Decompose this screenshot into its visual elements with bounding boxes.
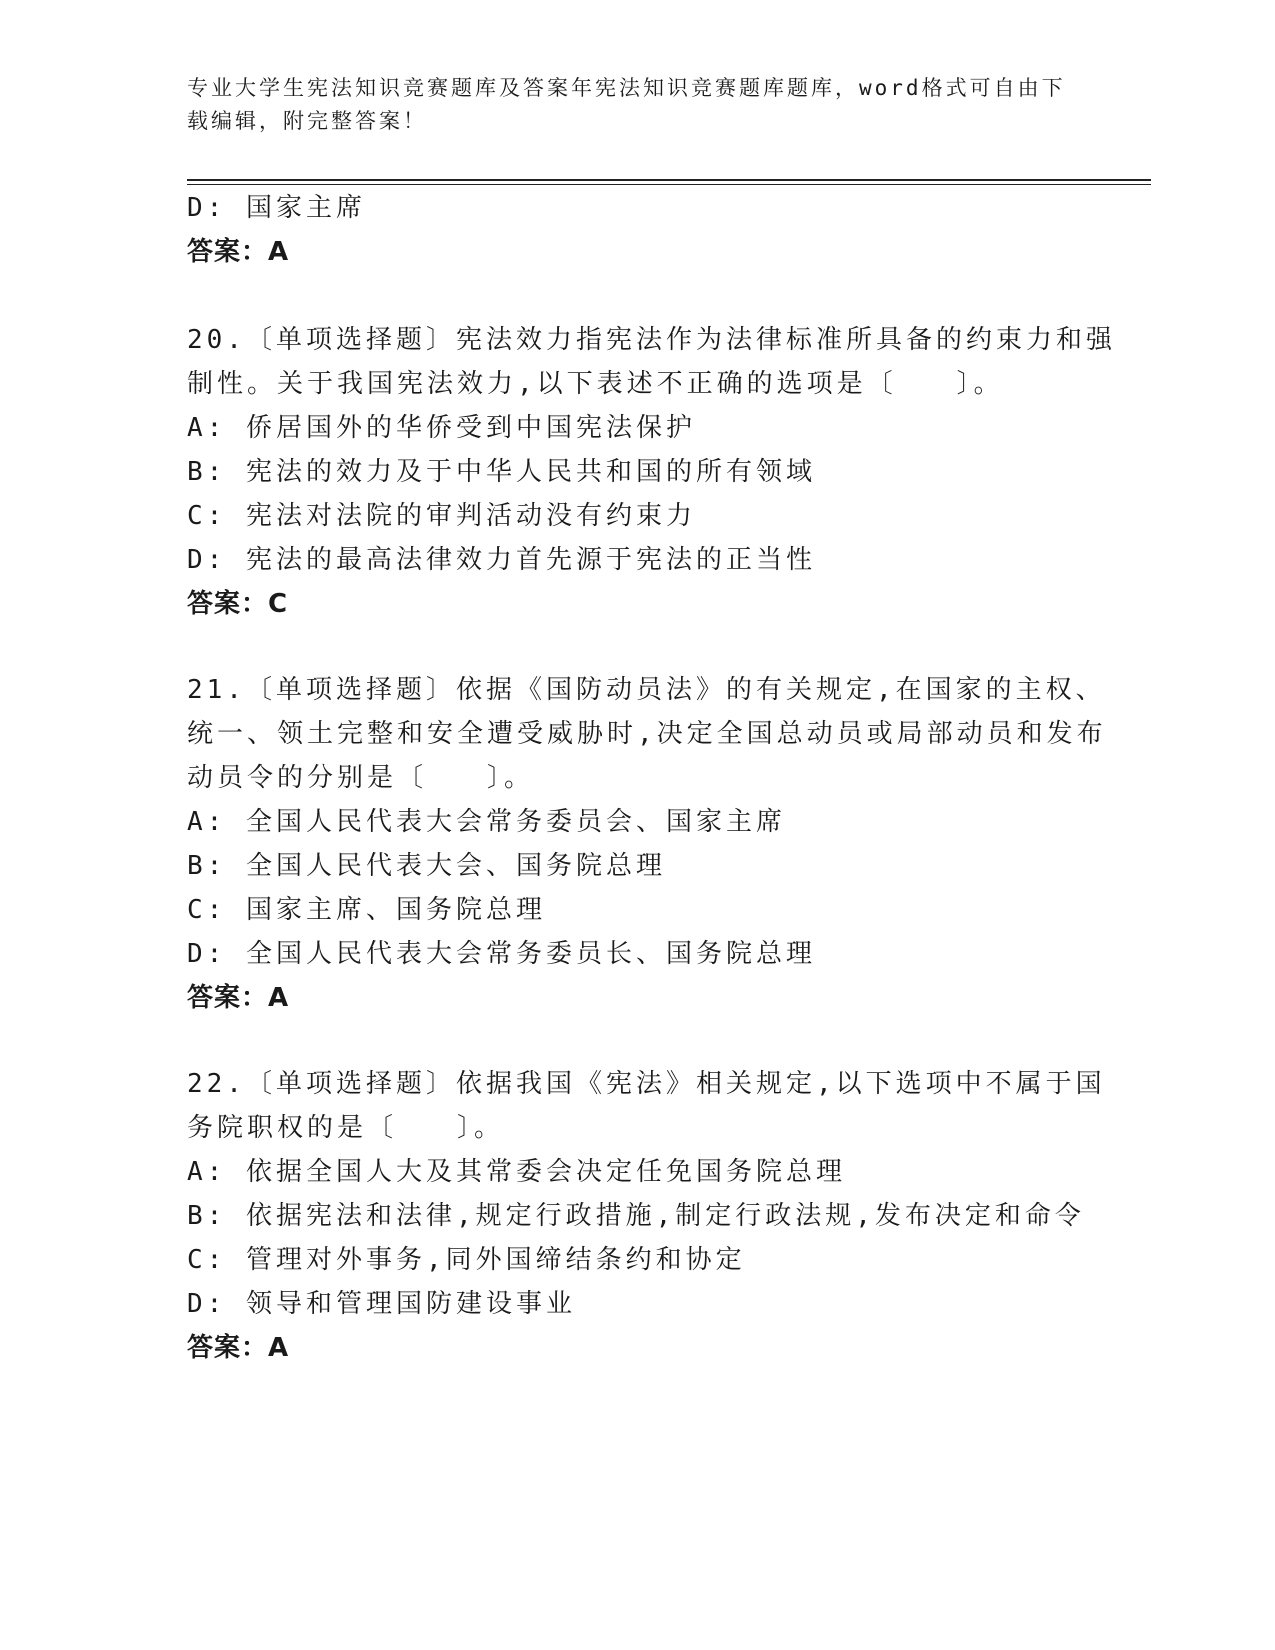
q21-stem-line-1: 21.〔单项选择题〕依据《国防动员法》的有关规定,在国家的主权、 xyxy=(187,675,1106,705)
q22-option-c: C: 管理对外事务,同外国缔结条约和协定 xyxy=(187,1245,746,1275)
q20-option-b: B: 宪法的效力及于中华人民共和国的所有领域 xyxy=(187,457,816,487)
q21-option-c: C: 国家主席、国务院总理 xyxy=(187,895,546,925)
q21-stem-line-2: 统一、领土完整和安全遭受威胁时,决定全国总动员或局部动员和发布 xyxy=(187,719,1107,749)
q22-option-a: A: 依据全国人大及其常委会决定任免国务院总理 xyxy=(187,1157,846,1187)
q20-option-d: D: 宪法的最高法律效力首先源于宪法的正当性 xyxy=(187,545,816,575)
prev-answer: 答案：A xyxy=(187,237,290,267)
q22-stem-line-1: 22.〔单项选择题〕依据我国《宪法》相关规定,以下选项中不属于国 xyxy=(187,1069,1106,1099)
q20-answer: 答案：C xyxy=(187,589,289,619)
q20-option-a: A: 侨居国外的华侨受到中国宪法保护 xyxy=(187,413,696,443)
q20-stem-line-2: 制性。关于我国宪法效力,以下表述不正确的选项是〔 〕。 xyxy=(187,369,1004,399)
header-divider-thin xyxy=(187,184,1151,185)
header-divider-thick xyxy=(187,179,1151,181)
page-header: 专业大学生宪法知识竞赛题库及答案年宪法知识竞赛题库题库，word格式可自由下载编辑，附完整答案！ xyxy=(187,76,1066,133)
q22-option-b: B: 依据宪法和法律,规定行政措施,制定行政法规,发布决定和命令 xyxy=(187,1201,1085,1231)
q21-answer: 答案：A xyxy=(187,983,290,1013)
q21-option-d: D: 全国人民代表大会常务委员长、国务院总理 xyxy=(187,939,816,969)
q22-answer: 答案：A xyxy=(187,1333,290,1363)
q21-option-a: A: 全国人民代表大会常务委员会、国家主席 xyxy=(187,807,786,837)
q21-stem-line-3: 动员令的分别是〔 〕。 xyxy=(187,763,535,793)
q22-stem-line-2: 务院职权的是〔 〕。 xyxy=(187,1113,505,1143)
q20-option-c: C: 宪法对法院的审判活动没有约束力 xyxy=(187,501,696,531)
q22-option-d: D: 领导和管理国防建设事业 xyxy=(187,1289,576,1319)
prev-option-d: D: 国家主席 xyxy=(187,193,366,223)
q21-option-b: B: 全国人民代表大会、国务院总理 xyxy=(187,851,666,881)
q20-stem-line-1: 20.〔单项选择题〕宪法效力指宪法作为法律标准所具备的约束力和强 xyxy=(187,325,1116,355)
